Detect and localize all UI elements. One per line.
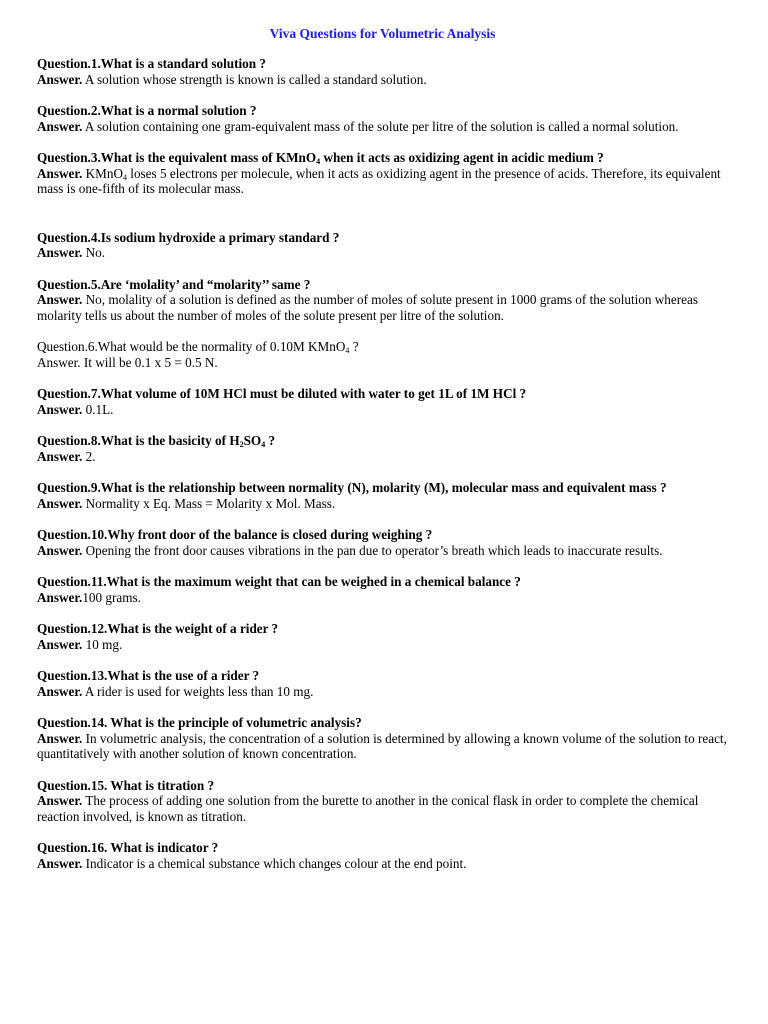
answer-label: Answer. [37, 245, 83, 260]
answer-body: Indicator is a chemical substance which changes colour at the end point. [85, 855, 467, 871]
answer-text [37, 245, 728, 261]
answer-text [37, 793, 728, 824]
qa-item [37, 150, 728, 197]
answer-label: Answer. [37, 793, 83, 808]
question-text: Question.12.What is the weight of a rider ? [37, 621, 279, 636]
question-text: Question.15. What is titration ? [37, 777, 215, 793]
question-text: Question.5.Are ‘molality’ and “molarity’’ same ? [37, 276, 311, 292]
question-text: Question.1.What is a standard solution ? [37, 56, 266, 71]
question-text: Question.9.What is the relationship between normality (N), molarity (M), molecular mass and equivalent mass ? [37, 480, 667, 495]
qa-item [37, 386, 728, 417]
answer-text [37, 292, 728, 323]
answer-text [37, 355, 728, 371]
answer-label: Answer. [37, 542, 83, 558]
answer-label: Answer. [37, 292, 83, 307]
question-part: when it acts as oxidizing agent in acidic medium ? [320, 150, 604, 165]
answer-text [37, 166, 728, 197]
answer-label: Answer. [37, 401, 83, 417]
qa-item [37, 715, 728, 762]
answer-text [37, 72, 728, 88]
qa-item [37, 230, 728, 261]
question-text [37, 433, 728, 449]
question-text: Question.11.What is the maximum weight that can be weighed in a chemical balance ? [37, 574, 521, 589]
answer-label: Answer. [37, 118, 83, 134]
answer-body: It will be 0.1 x 5 = 0.5 N. [83, 354, 218, 370]
subscript: 4 [261, 440, 266, 449]
qa-item [37, 668, 728, 699]
answer-body: In volumetric analysis, the concentration of a solution is determined by allowing a known volume of the solution to react, quantitatively with another solution of known concentration. [37, 730, 727, 761]
qa-item [37, 277, 728, 324]
question-text: Question.16. What is indicator ? [37, 840, 219, 855]
answer-label: Answer. [37, 495, 83, 511]
question-part: Question.6.What would be the normality of 0.10M KMnO [37, 339, 346, 354]
answer-label: Answer. [37, 589, 83, 605]
answer-text [37, 496, 728, 512]
qa-item [37, 778, 728, 825]
answer-label: Answer. [37, 855, 83, 871]
answer-body: No. [85, 245, 106, 260]
answer-body: A solution containing one gram-equivalent mass of the solute per litre of the solution is called a normal solution. [84, 118, 679, 134]
subscript: 2 [239, 440, 244, 449]
question-text [37, 339, 728, 355]
question-text: Question.7.What volume of 10M HCl must be diluted with water to get 1L of 1M HCl ? [37, 386, 527, 401]
answer-text [37, 637, 728, 653]
answer-body: 0.1L. [85, 401, 114, 417]
answer-body: A rider is used for weights less than 10 mg. [84, 683, 314, 699]
answer-label: Answer. [37, 683, 83, 699]
answer-label: Answer. [37, 636, 83, 652]
qa-item [37, 527, 728, 558]
answer-body: No, molality of a solution is defined as the number of moles of solute present in 1000 grams of the solution whereas molarity tells us about the number of moles of the solute present per litre of the solution. [37, 292, 698, 323]
qa-item [37, 433, 728, 464]
answer-body: Normality x Eq. Mass = Molarity x Mol. Mass. [85, 495, 336, 511]
answer-part: loses 5 electrons per molecule, when it acts as oxidizing agent in the presence of acids. Therefore, its equivalent mass is one-fifth of its molecular mass. [37, 165, 721, 196]
question-text: Question.13.What is the use of a rider ? [37, 668, 260, 683]
answer-label: Answer. [37, 71, 83, 87]
question-text [37, 150, 728, 166]
question-part: SO [243, 433, 262, 448]
answer-text [37, 402, 728, 418]
answer-part: KMnO [85, 165, 123, 181]
question-part: ? [265, 433, 276, 448]
answer-text [37, 731, 728, 762]
question-text: Question.4.Is sodium hydroxide a primary standard ? [37, 229, 340, 245]
qa-item [37, 339, 728, 370]
answer-body: The process of adding one solution from the burette to another in the conical flask in order to complete the chemical reaction involved, is known as titration. [37, 793, 699, 824]
question-text: Question.10.Why front door of the balance is closed during weighing ? [37, 527, 433, 542]
subscript: 4 [122, 172, 127, 182]
answer-body: A solution whose strength is known is called a standard solution. [84, 71, 427, 87]
answer-text [37, 590, 728, 606]
qa-item [37, 840, 728, 871]
answer-text [37, 119, 728, 135]
answer-label: Answer. [37, 448, 83, 464]
qa-item [37, 621, 728, 652]
answer-body: 2. [85, 448, 96, 464]
question-part: ? [349, 339, 359, 354]
answer-label: Answer. [37, 165, 83, 181]
subscript: 4 [316, 157, 321, 166]
answer-text [37, 684, 728, 700]
qa-item [37, 56, 728, 87]
answer-body: 10 mg. [85, 636, 123, 652]
answer-text [37, 856, 728, 872]
qa-item [37, 480, 728, 511]
page-title: Viva Questions for Volumetric Analysis [269, 26, 496, 41]
answer-label: Answer. [37, 730, 83, 746]
question-text: Question.14. What is the principle of volumetric analysis? [37, 715, 362, 730]
answer-label: Answer. [37, 354, 81, 370]
answer-text [37, 543, 728, 559]
answer-body: Opening the front door causes vibrations in the pan due to operator’s breath which leads to inaccurate results. [85, 542, 663, 558]
question-text: Question.2.What is a normal solution ? [37, 103, 257, 118]
question-part: Question.8.What is the basicity of H [37, 433, 240, 448]
answer-body: 100 grams. [82, 589, 141, 605]
question-part: Question.3.What is the equivalent mass of KMnO [37, 150, 317, 165]
qa-item [37, 103, 728, 134]
qa-item [37, 574, 728, 605]
subscript: 4 [345, 346, 350, 355]
answer-text [37, 449, 728, 465]
